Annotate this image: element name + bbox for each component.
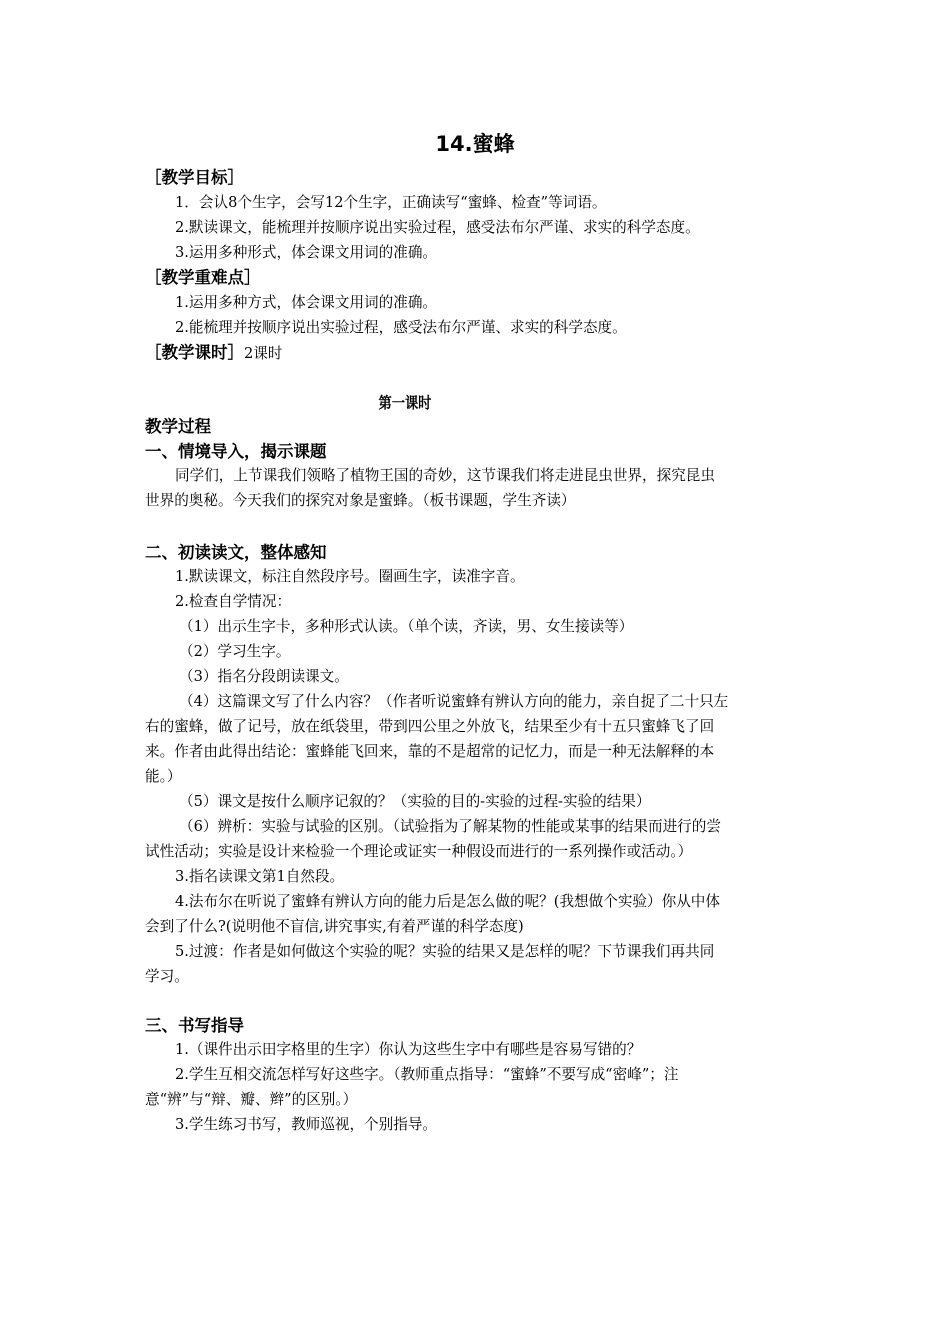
- section-3-item-2-line-2: 意“辨”与“辩、瓣、辫”的区别。）: [145, 1091, 358, 1108]
- section-1-heading: 一、情境导入，揭示课题: [145, 442, 327, 461]
- goal-item-3: 3.运用多种形式，体会课文用词的准确。: [175, 244, 438, 261]
- section-3-item-1: 1.（课件出示田字格里的生字）你认为这些生字中有哪些是容易写错的？: [175, 1041, 642, 1058]
- section-2-sub-4-line-4: 能。）: [145, 768, 182, 785]
- section-2-sub-5: （5）课文是按什么顺序记叙的？（实验的目的-实验的过程-实验的结果）: [179, 793, 651, 810]
- keypoint-item-2: 2.能梳理并按顺序说出实验过程，感受法布尔严谨、求实的科学态度。: [175, 319, 627, 336]
- keypoints-heading: ［教学重难点］: [145, 268, 261, 287]
- section-3-item-2-line-1: 2.学生互相交流怎样写好这些字。（教师重点指导：“蜜蜂”不要写成“密峰”；注: [175, 1066, 679, 1083]
- goals-heading: ［教学目标］: [145, 168, 244, 187]
- section-3-heading: 三、书写指导: [145, 1016, 244, 1035]
- lesson-title: 第一课时: [378, 394, 432, 412]
- document-title: 14.蜜蜂: [435, 132, 515, 156]
- section-2-item-2: 2.检查自学情况：: [175, 593, 292, 610]
- section-2-item-5-line-1: 5.过渡：作者是如何做这个实验的呢？实验的结果又是怎样的呢？下节课我们再共同: [175, 943, 715, 960]
- section-2-sub-2: （2）学习生字。: [179, 643, 291, 660]
- section-2-item-1: 1.默读课文，标注自然段序号。圈画生字，读准字音。: [175, 568, 525, 585]
- section-2-sub-1: （1）出示生字卡，多种形式认读。（单个读，齐读，男、女生接读等）: [179, 618, 634, 635]
- goal-item-1: 1．会认8个生字，会写12个生字，正确读写“蜜蜂、检查”等词语。: [175, 194, 607, 211]
- keypoint-item-1: 1.运用多种方式，体会课文用词的准确。: [175, 294, 438, 311]
- section-1-text-line-1: 同学们，上节课我们领略了植物王国的奇妙，这节课我们将走进昆虫世界，探究昆虫: [175, 467, 715, 484]
- section-2-sub-4-line-3: 来。作者由此得出结论：蜜蜂能飞回来，靠的不是超常的记忆力，而是一种无法解释的本: [145, 743, 715, 760]
- section-2-item-4-line-1: 4.法布尔在听说了蜜蜂有辨认方向的能力后是怎么做的呢？(我想做个实验）你从中体: [175, 893, 720, 910]
- process-heading: 教学过程: [145, 417, 211, 436]
- section-1-text-line-2: 世界的奥秘。今天我们的探究对象是蜜蜂。（板书课题，学生齐读）: [145, 492, 576, 509]
- section-2-item-3: 3.指名读课文第1自然段。: [175, 868, 345, 885]
- section-2-sub-4-line-1: （4）这篇课文写了什么内容？（作者听说蜜蜂有辨认方向的能力，亲自捉了二十只左: [179, 693, 729, 710]
- goal-item-2: 2.默读课文，能梳理并按顺序说出实验过程，感受法布尔严谨、求实的科学态度。: [175, 219, 700, 236]
- hours-value: 2课时: [244, 345, 283, 362]
- hours-heading: ［教学课时］: [145, 343, 244, 362]
- hours-line: [145, 343, 282, 364]
- section-2-sub-4-line-2: 右的蜜蜂，做了记号，放在纸袋里，带到四公里之外放飞，结果至少有十五只蜜蜂飞了回: [145, 718, 715, 735]
- section-2-item-4-line-2: 会到了什么?(说明他不盲信,讲究事实,有着严谨的科学态度): [145, 918, 524, 935]
- section-2-sub-6-line-1: （6）辨析：实验与试验的区别。（试验指为了解某物的性能或某事的结果而进行的尝: [179, 818, 721, 835]
- section-2-sub-6-line-2: 试性活动；实验是设计来检验一个理论或证实一种假设而进行的一系列操作或活动。）: [145, 843, 693, 860]
- section-2-sub-3: （3）指名分段朗读课文。: [179, 668, 349, 685]
- section-3-item-3: 3.学生练习书写，教师巡视，个别指导。: [175, 1116, 438, 1133]
- section-2-heading: 二、初读读文，整体感知: [145, 543, 327, 562]
- section-2-item-5-line-2: 学习。: [145, 968, 189, 985]
